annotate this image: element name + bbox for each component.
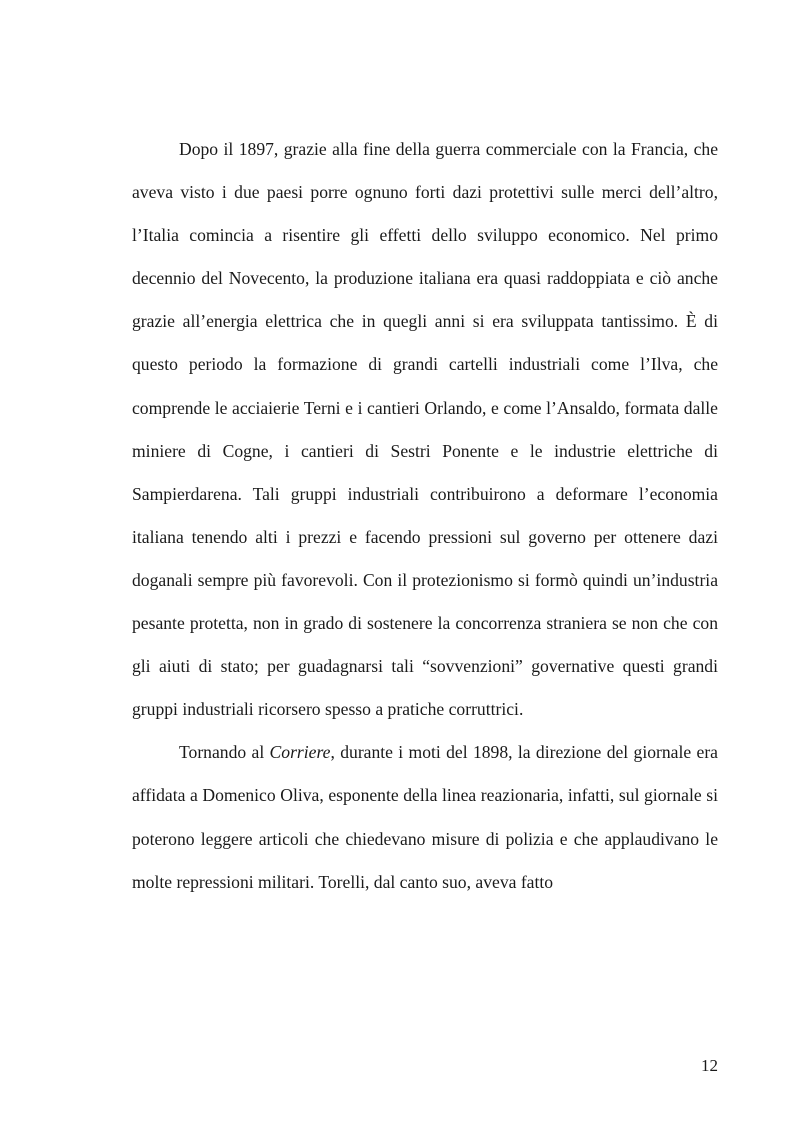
newspaper-title-italic: Corriere xyxy=(269,742,331,763)
paragraph-2 xyxy=(132,731,718,903)
paragraph-2-text-start: Tornando al xyxy=(179,742,270,763)
paragraph-1 xyxy=(132,128,718,731)
page-number: 12 xyxy=(701,1056,718,1075)
paragraph-1-text: Dopo il 1897, grazie alla fine della guerra commerciale con la Francia, che aveva visto i due paesi porre ognuno forti dazi protettivi sulle merci dell’altro, l’Italia comincia a risentire gli effetti dello sviluppo economico. Nel primo decennio del Novecento, la produzione italiana era quasi raddoppiata e ciò anche grazie all’energia elettrica che in quegli anni si era sviluppata tantissimo. È di questo periodo la formazione di grandi cartelli industriali come l’Ilva, che comprende le acciaierie Terni e i cantieri Orlando, e come l’Ansaldo, formata dalle miniere di Cogne, i cantieri di Sestri Ponente e le industrie elettriche di Sampierdarena. Tali gruppi industriali contribuirono a deformare l’economia italiana tenendo alti i prezzi e facendo pressioni sul governo per ottenere dazi doganali sempre più favorevoli. Con il protezionismo si formò quindi un’industria pesante protetta, non in grado di sostenere la concorrenza straniera se non che con gli aiuti di stato; per guadagnarsi tali “sovvenzioni” governative questi grandi gruppi industriali ricorsero spesso a pratiche corruttrici. xyxy=(132,139,718,720)
paragraph-2-text-rest: , durante i moti del 1898, la direzione del giornale era affidata a Domenico Oliva, esponente della linea reazionaria, infatti, sul giornale si poterono leggere articoli che chiedevano misure di polizia e che applaudivano le molte repressioni militari. Torelli, dal canto suo, aveva fatto xyxy=(132,742,718,892)
body-text xyxy=(132,128,718,904)
